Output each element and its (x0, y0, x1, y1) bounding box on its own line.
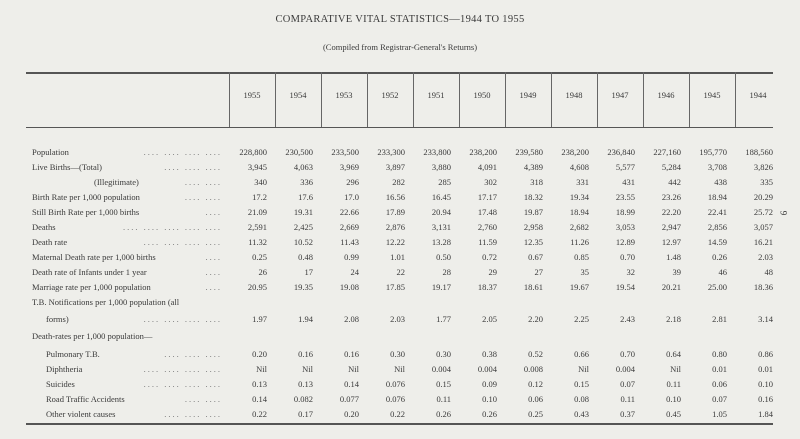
table-cell: 0.26 (712, 252, 727, 262)
table-cell: 0.67 (528, 252, 543, 262)
table-cell: 3.14 (758, 314, 773, 324)
row-label: Deaths (32, 222, 56, 232)
table-cell: 17.17 (477, 192, 497, 202)
leader-dots: .... .... (184, 394, 222, 404)
bottom-rule (26, 423, 773, 425)
table-subtitle: (Compiled from Registrar-General's Returns) (322, 42, 478, 52)
table-cell: 17.2 (252, 192, 267, 202)
leader-dots: .... .... .... .... (143, 314, 222, 324)
table-cell: 0.004 (431, 364, 451, 374)
table-cell: 2.03 (390, 314, 405, 324)
row-label: Marriage rate per 1,000 population (32, 282, 151, 292)
leader-dots: .... .... .... (164, 349, 222, 359)
table-cell: 2,669 (339, 222, 359, 232)
row-label: T.B. Notifications per 1,000 population (all (32, 297, 180, 307)
table-cell: 16.21 (753, 237, 773, 247)
table-cell: 0.14 (252, 394, 267, 404)
table-cell: 35 (580, 267, 589, 277)
table-cell: 1.01 (390, 252, 405, 262)
table-cell: 1.97 (252, 314, 267, 324)
table-cell: 4,091 (477, 162, 497, 172)
table-cell: 296 (346, 177, 359, 187)
leader-dots: .... .... .... .... (143, 147, 222, 157)
table-cell: 0.07 (620, 379, 635, 389)
table-cell: 233,800 (423, 147, 451, 157)
table-cell: Nil (670, 364, 681, 374)
table-cell: 17.6 (298, 192, 313, 202)
table-cell: 340 (254, 177, 267, 187)
row-label: Death rate (32, 237, 68, 247)
table-cell: 0.01 (712, 364, 727, 374)
table-cell: 28 (442, 267, 451, 277)
leader-dots: .... .... (184, 177, 222, 187)
header-rule (26, 127, 773, 128)
table-cell: 0.80 (712, 349, 727, 359)
table-cell: 1.05 (712, 409, 727, 419)
row-label: Death-rates per 1,000 population— (32, 331, 153, 341)
table-cell: 0.11 (666, 379, 681, 389)
table-cell: 17.89 (385, 207, 405, 217)
table-cell: 1.77 (436, 314, 451, 324)
table-cell: 0.66 (574, 349, 589, 359)
leader-dots: .... .... .... .... .... (123, 222, 222, 232)
table-cell: 0.20 (344, 409, 359, 419)
leader-dots: .... (205, 267, 222, 277)
table-cell: 3,057 (753, 222, 773, 232)
table-cell: 18.37 (477, 282, 497, 292)
table-cell: 0.37 (620, 409, 635, 419)
table-cell: 3,708 (707, 162, 727, 172)
table-cell: 0.004 (477, 364, 497, 374)
row-label: Road Traffic Accidents (46, 394, 125, 404)
table-cell: 0.52 (528, 349, 543, 359)
year-header: 1944 (749, 90, 767, 100)
table-cell: 0.06 (712, 379, 727, 389)
table-cell: 18.94 (707, 192, 727, 202)
table-cell: 22.20 (661, 207, 681, 217)
table-cell: 2,425 (293, 222, 313, 232)
table-cell: 16.45 (431, 192, 451, 202)
table-cell: 0.082 (293, 394, 313, 404)
table-cell: 0.17 (298, 409, 313, 419)
table-cell: 331 (576, 177, 589, 187)
table-cell: 0.48 (298, 252, 313, 262)
table-cell: 12.97 (661, 237, 681, 247)
table-cell: 0.09 (482, 379, 497, 389)
table-cell: 2.81 (712, 314, 727, 324)
table-cell: 11.59 (478, 237, 497, 247)
table-cell: 19.34 (569, 192, 589, 202)
table-cell: 0.008 (523, 364, 543, 374)
year-header: 1954 (289, 90, 307, 100)
table-cell: 22.41 (707, 207, 727, 217)
row-label: Live Births—(Total) (32, 162, 102, 172)
table-cell: 19.17 (431, 282, 451, 292)
row-label: Maternal Death rate per 1,000 births (32, 252, 156, 262)
table-cell: 11.26 (570, 237, 589, 247)
table-cell: 2.03 (758, 252, 773, 262)
table-cell: 25.00 (707, 282, 727, 292)
table-cell: 11.43 (340, 237, 359, 247)
table-cell: Nil (578, 364, 589, 374)
table-cell: 302 (484, 177, 497, 187)
table-cell: 0.64 (666, 349, 681, 359)
year-header: 1953 (335, 90, 353, 100)
table-cell: Nil (302, 364, 313, 374)
row-label: Other violent causes (46, 409, 116, 419)
table-cell: 20.29 (753, 192, 773, 202)
table-cell: 12.35 (523, 237, 543, 247)
table-cell: 0.12 (528, 379, 543, 389)
table-cell: 2,947 (661, 222, 681, 232)
table-cell: 18.32 (523, 192, 543, 202)
table-cell: Nil (394, 364, 405, 374)
table-cell: 318 (530, 177, 543, 187)
table-cell: 3,826 (753, 162, 773, 172)
table-cell: 2.43 (620, 314, 635, 324)
table-cell: 46 (718, 267, 727, 277)
table-cell: 3,131 (431, 222, 451, 232)
table-cell: 26 (258, 267, 267, 277)
table-cell: 19.87 (523, 207, 543, 217)
table-cell: 17.48 (477, 207, 497, 217)
table-cell: 0.076 (385, 379, 405, 389)
leader-dots: .... .... (184, 192, 222, 202)
table-cell: 1.84 (758, 409, 773, 419)
table-cell: 0.99 (344, 252, 359, 262)
table-cell: Nil (348, 364, 359, 374)
row-label: Diphtheria (46, 364, 83, 374)
year-header: 1949 (519, 90, 537, 100)
table-cell: 227,160 (653, 147, 681, 157)
table-cell: 195,770 (699, 147, 727, 157)
table-cell: 228,800 (239, 147, 267, 157)
row-label: forms) (46, 314, 69, 324)
table-cell: 2.20 (528, 314, 543, 324)
table-cell: 336 (300, 177, 313, 187)
table-cell: 0.077 (339, 394, 359, 404)
table-cell: 3,945 (247, 162, 267, 172)
table-cell: 39 (672, 267, 681, 277)
year-header: 1952 (381, 90, 399, 100)
table-cell: 12.22 (385, 237, 405, 247)
year-header: 1946 (657, 90, 675, 100)
table-cell: 0.11 (620, 394, 635, 404)
table-cell: 18.94 (569, 207, 589, 217)
table-cell: 0.16 (298, 349, 313, 359)
table-cell: 0.15 (574, 379, 589, 389)
table-cell: 2.08 (344, 314, 359, 324)
row-label: Birth Rate per 1,000 population (32, 192, 140, 202)
table-cell: 0.50 (436, 252, 451, 262)
year-header: 1955 (243, 90, 261, 100)
table-cell: 0.13 (298, 379, 313, 389)
table-cell: 285 (438, 177, 451, 187)
table-cell: 0.004 (615, 364, 635, 374)
table-cell: 14.59 (707, 237, 727, 247)
leader-dots: .... .... .... .... (143, 364, 222, 374)
table-cell: 438 (714, 177, 727, 187)
table-cell: 3,053 (615, 222, 635, 232)
table-cell: 18.61 (523, 282, 543, 292)
table-cell: 22 (396, 267, 405, 277)
table-cell: 3,897 (385, 162, 405, 172)
leader-dots: .... .... .... (164, 409, 222, 419)
table-cell: 0.16 (344, 349, 359, 359)
table-cell: 1.48 (666, 252, 681, 262)
table-cell: 0.16 (758, 394, 773, 404)
table-cell: 0.10 (758, 379, 773, 389)
year-header: 1951 (427, 90, 445, 100)
table-cell: 5,284 (661, 162, 681, 172)
table-cell: 0.13 (252, 379, 267, 389)
table-cell: 25.72 (753, 207, 773, 217)
table-cell: 19.35 (293, 282, 313, 292)
table-cell: 19.67 (569, 282, 589, 292)
table-cell: 13.28 (431, 237, 451, 247)
table-cell: 2,591 (247, 222, 267, 232)
table-cell: 32 (626, 267, 635, 277)
table-cell: 431 (622, 177, 635, 187)
table-cell: 0.14 (344, 379, 359, 389)
table-cell: 0.15 (436, 379, 451, 389)
table-cell: 0.72 (482, 252, 497, 262)
table-cell: 0.70 (620, 252, 635, 262)
table-cell: 0.22 (252, 409, 267, 419)
table-cell: 0.26 (436, 409, 451, 419)
table-cell: 239,580 (515, 147, 543, 157)
leader-dots: .... .... .... (164, 162, 222, 172)
table-cell: 230,500 (285, 147, 313, 157)
page-number: 9 (778, 210, 789, 216)
table-cell: 20.95 (247, 282, 267, 292)
table-cell: 335 (760, 177, 773, 187)
table-cell: 27 (534, 267, 543, 277)
table-cell: 2,876 (385, 222, 405, 232)
row-label: Still Birth Rate per 1,000 births (32, 207, 140, 217)
table-cell: 0.25 (528, 409, 543, 419)
table-cell: 19.31 (293, 207, 313, 217)
table-cell: 23.26 (661, 192, 681, 202)
table-cell: 2,856 (707, 222, 727, 232)
table-cell: 0.25 (252, 252, 267, 262)
table-cell: 18.36 (753, 282, 773, 292)
table-cell: 2,958 (523, 222, 543, 232)
table-cell: 48 (764, 267, 773, 277)
leader-dots: .... (205, 252, 222, 262)
table-cell: 0.45 (666, 409, 681, 419)
table-cell: 2,682 (569, 222, 589, 232)
table-cell: 3,969 (339, 162, 359, 172)
table-cell: 0.70 (620, 349, 635, 359)
table-cell: 4,608 (569, 162, 589, 172)
table-cell: 0.10 (666, 394, 681, 404)
table-cell: 29 (488, 267, 497, 277)
table-cell: 0.26 (482, 409, 497, 419)
table-cell: 0.22 (390, 409, 405, 419)
row-label: Suicides (46, 379, 75, 389)
table-cell: 1.94 (298, 314, 313, 324)
table-cell: 442 (668, 177, 681, 187)
table-cell: 238,200 (469, 147, 497, 157)
table-cell: 3,880 (431, 162, 451, 172)
table-cell: 0.20 (252, 349, 267, 359)
table-cell: 0.38 (482, 349, 497, 359)
table-cell: 233,300 (377, 147, 405, 157)
table-cell: 0.85 (574, 252, 589, 262)
table-cell: 19.08 (339, 282, 359, 292)
leader-dots: .... (205, 282, 222, 292)
year-header: 1948 (565, 90, 583, 100)
table-cell: 0.07 (712, 394, 727, 404)
top-rule (26, 72, 773, 74)
table-cell: 2,760 (477, 222, 497, 232)
row-label: Pulmonary T.B. (46, 349, 100, 359)
table-cell: 23.55 (615, 192, 635, 202)
table-cell: 0.86 (758, 349, 773, 359)
leader-dots: .... (205, 207, 222, 217)
row-label: Population (32, 147, 69, 157)
table-cell: 0.30 (436, 349, 451, 359)
table-cell: 236,840 (607, 147, 635, 157)
table-cell: 0.10 (482, 394, 497, 404)
row-label: (Illegitimate) (94, 177, 139, 187)
table-cell: 0.11 (436, 394, 451, 404)
table-cell: 18.99 (615, 207, 635, 217)
table-cell: 2.05 (482, 314, 497, 324)
table-cell: 17.85 (385, 282, 405, 292)
table-cell: 21.09 (247, 207, 267, 217)
table-cell: 233,500 (331, 147, 359, 157)
table-cell: 19.54 (615, 282, 635, 292)
table-cell: 20.94 (431, 207, 451, 217)
leader-dots: .... .... .... .... (143, 237, 222, 247)
table-cell: 282 (392, 177, 405, 187)
table-cell: 16.56 (385, 192, 405, 202)
table-cell: 4,389 (523, 162, 543, 172)
table-cell: 4,063 (293, 162, 313, 172)
table-cell: 2.18 (666, 314, 681, 324)
table-cell: 0.43 (574, 409, 589, 419)
table-cell: 2.25 (574, 314, 589, 324)
table-cell: 11.32 (248, 237, 267, 247)
table-cell: 238,200 (561, 147, 589, 157)
table-cell: 17 (304, 267, 313, 277)
table-cell: 10.52 (293, 237, 313, 247)
table-title: COMPARATIVE VITAL STATISTICS—1944 TO 1955 (275, 14, 525, 25)
table-cell: 12.89 (615, 237, 635, 247)
year-header: 1947 (611, 90, 629, 100)
year-header: 1945 (703, 90, 721, 100)
table-cell: 188,560 (745, 147, 773, 157)
table-cell: 5,577 (615, 162, 635, 172)
table-cell: 0.01 (758, 364, 773, 374)
leader-dots: .... .... .... .... (143, 379, 222, 389)
table-cell: Nil (256, 364, 267, 374)
table-cell: 0.06 (528, 394, 543, 404)
year-header: 1950 (473, 90, 491, 100)
table-cell: 0.076 (385, 394, 405, 404)
row-label: Death rate of Infants under 1 year (32, 267, 147, 277)
table-cell: 17.0 (344, 192, 359, 202)
table-cell: 20.21 (661, 282, 681, 292)
table-cell: 0.30 (390, 349, 405, 359)
table-cell: 0.08 (574, 394, 589, 404)
table-cell: 24 (350, 267, 359, 277)
table-cell: 22.66 (339, 207, 359, 217)
